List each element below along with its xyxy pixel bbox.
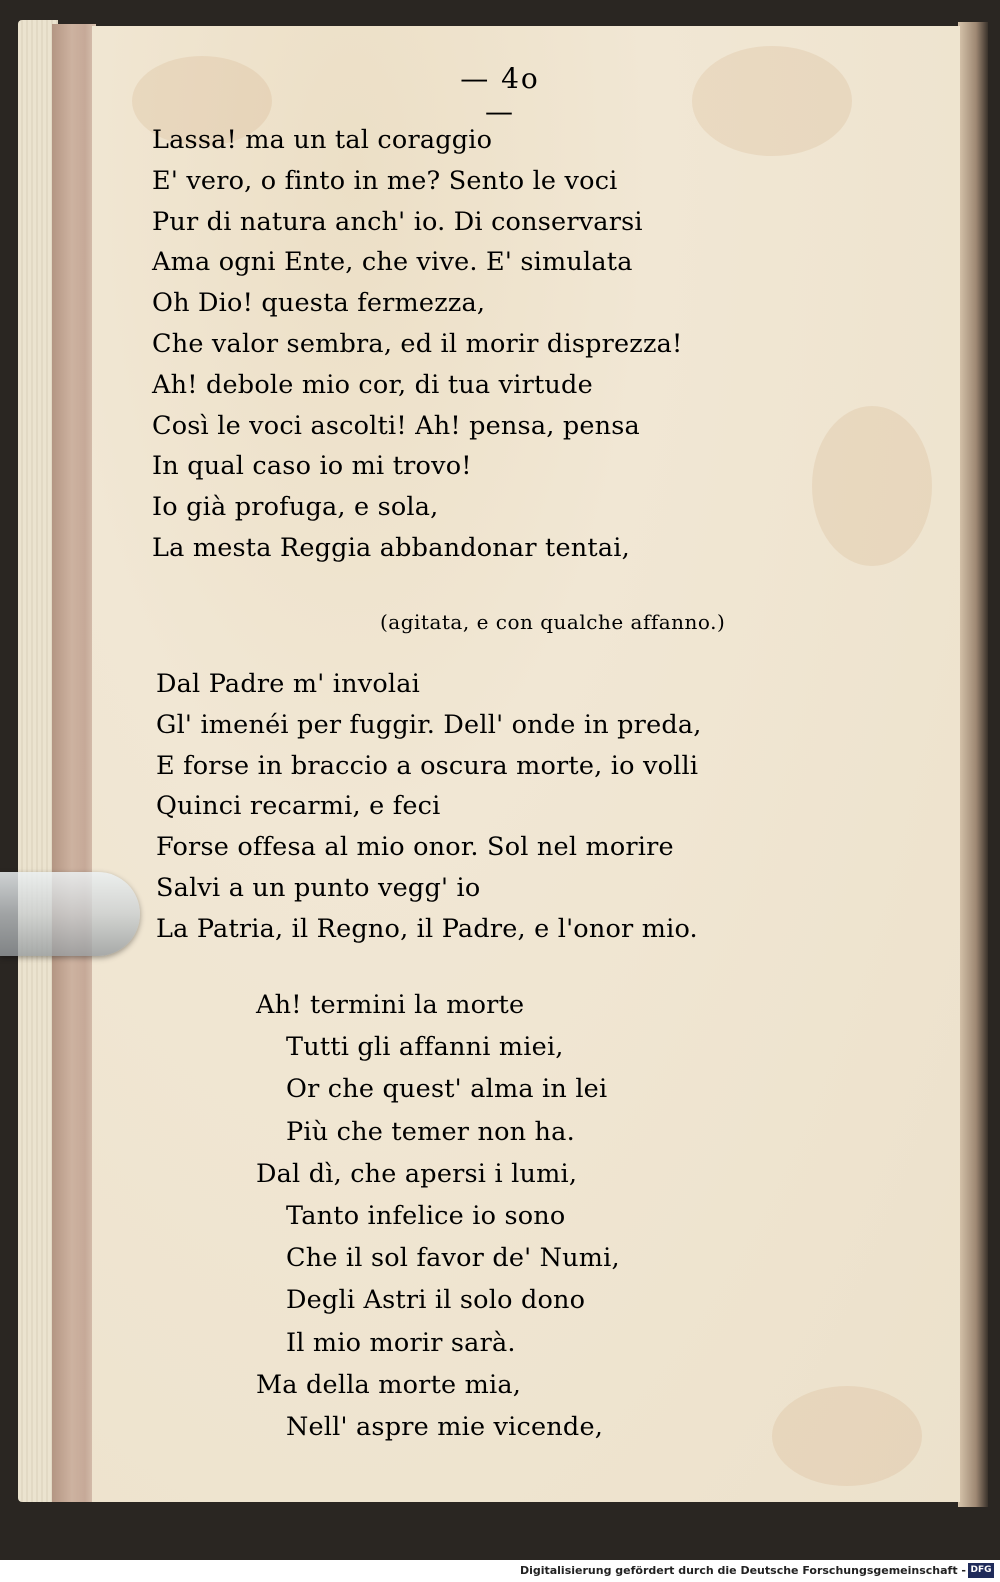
verse-line: Or che quest' alma in lei <box>286 1074 608 1105</box>
book-gutter <box>52 24 96 1502</box>
verse-line: Forse offesa al mio onor. Sol nel morire <box>156 832 674 863</box>
page-number: — 4o — <box>460 62 540 128</box>
verse-line: Ah! termini la morte <box>256 990 525 1020</box>
verse-line: La Patria, il Regno, il Padre, e l'onor mio. <box>156 913 698 944</box>
verse-line: Gl' imenéi per fuggir. Dell' onde in preda, <box>156 709 702 740</box>
verse-line: Ama ogni Ente, che vive. E' simulata <box>152 247 633 278</box>
verse-line: Pur di natura anch' io. Di conservarsi <box>152 206 643 237</box>
verse-line: Così le voci ascolti! Ah! pensa, pensa <box>152 410 640 441</box>
verse-line: Io già profuga, e sola, <box>152 492 439 523</box>
verse-line: Che valor sembra, ed il morir disprezza! <box>152 328 683 359</box>
verse-line: Che il sol favor de' Numi, <box>286 1243 620 1274</box>
verse-line: Ma della morte mia, <box>256 1369 522 1400</box>
verse-line: Ah! debole mio cor, di tua virtude <box>152 369 593 400</box>
page-clip-marker <box>0 872 140 956</box>
verse-line: Dal Padre m' involai <box>156 669 420 699</box>
verse-block-continuation <box>156 664 702 950</box>
verse-line: Degli Astri il solo dono <box>286 1285 586 1316</box>
paper-stain <box>692 46 852 156</box>
verse-block-recitative <box>152 120 682 569</box>
verse-line: Oh Dio! questa fermezza, <box>152 288 486 319</box>
verse-line: Salvi a un punto vegg' io <box>156 872 481 903</box>
footer-credit: Digitalisierung gefördert durch die Deutsche Forschungsgemeinschaft - <box>519 1564 966 1577</box>
verse-line: Quinci recarmi, e feci <box>156 791 441 822</box>
verse-block-aria <box>256 984 620 1448</box>
verse-line: Dal dì, che apersi i lumi, <box>256 1158 578 1189</box>
verse-line: E' vero, o finto in me? Sento le voci <box>152 165 618 196</box>
paper-stain <box>812 406 932 566</box>
verse-line: Tanto infelice io sono <box>286 1200 566 1231</box>
verse-line: In qual caso io mi trovo! <box>152 451 472 482</box>
verse-line: Nell' aspre mie vicende, <box>286 1411 604 1442</box>
verse-line: Tutti gli affanni miei, <box>286 1032 564 1063</box>
verse-line: La mesta Reggia abbandonar tentai, <box>152 532 630 563</box>
paper-stain <box>772 1386 922 1486</box>
dfg-logo: DFG <box>968 1563 994 1578</box>
page-right-edge <box>958 22 988 1507</box>
stage-direction: (agitata, e con qualche affanno.) <box>380 610 726 634</box>
verse-line: Più che temer non ha. <box>286 1116 575 1147</box>
verse-line: Lassa! ma un tal coraggio <box>152 125 493 155</box>
verse-line: Il mio morir sarà. <box>286 1327 516 1358</box>
verse-line: E forse in braccio a oscura morte, io volli <box>156 750 699 781</box>
